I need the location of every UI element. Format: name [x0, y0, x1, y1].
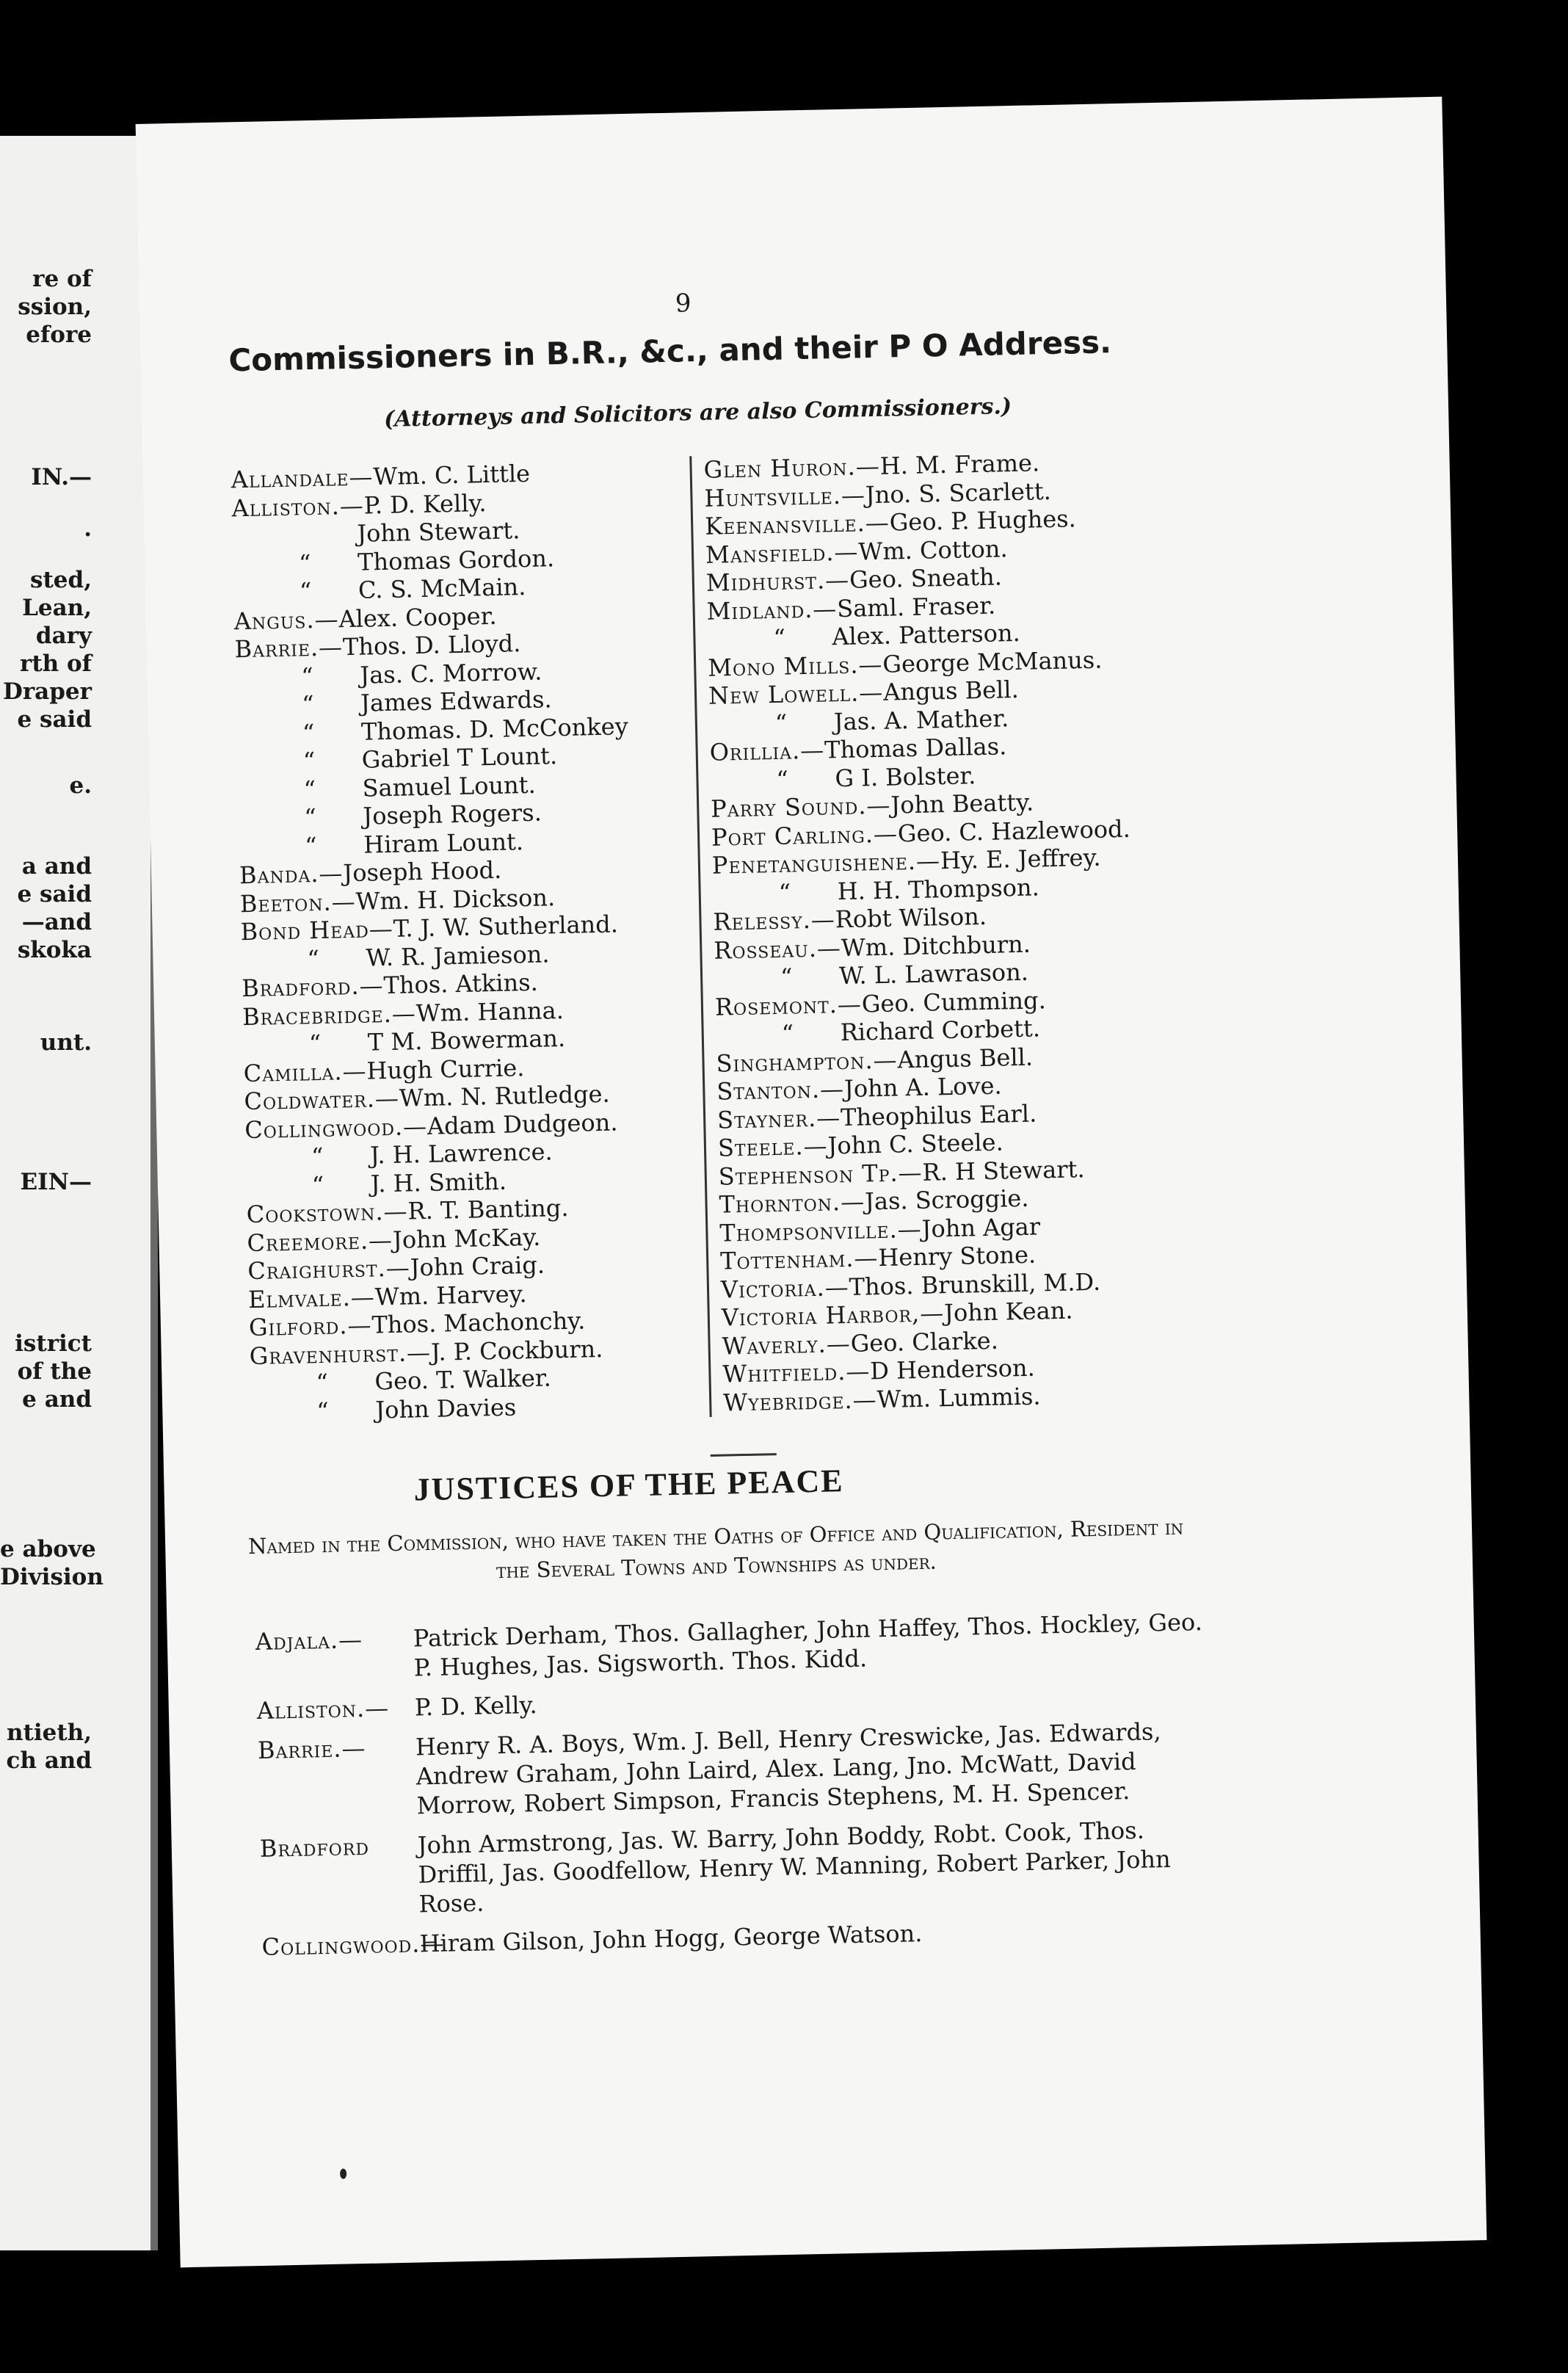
- commissioner-name: Geo. Cumming.: [861, 985, 1047, 1018]
- commissioner-name: Hy. E. Jeffrey.: [940, 843, 1101, 875]
- commissioner-name: Wm. N. Rutledge.: [399, 1079, 610, 1112]
- place-name: Port Carling.—: [711, 819, 899, 852]
- commissioner-name: Saml. Fraser.: [836, 591, 996, 623]
- ditto-mark: “: [774, 709, 788, 737]
- place-name: Allandale—: [231, 463, 374, 494]
- left-page-text-fragment: rth of: [20, 651, 92, 677]
- commissioner-name: P. D. Kelly.: [363, 488, 487, 520]
- ditto-mark: [299, 542, 357, 543]
- left-page-text-fragment: ssion,: [18, 294, 92, 320]
- ditto-mark: “: [298, 548, 311, 577]
- place-name: Waverly.—: [722, 1329, 852, 1361]
- place-name: Alliston.—: [231, 491, 365, 522]
- place-name: Relessy.—: [713, 905, 836, 936]
- place-name: Penetanguishene.—: [711, 847, 941, 880]
- left-page-text-fragment: of the: [17, 1358, 92, 1385]
- ditto-mark: “: [299, 577, 312, 606]
- left-page-text-fragment: skoka: [17, 937, 92, 963]
- commissioner-name: H. H. Thompson.: [837, 872, 1040, 905]
- place-name: Midhurst.—: [705, 565, 850, 597]
- place-name: Bracebridge.—: [242, 999, 417, 1031]
- place-name: Keenansville.—: [704, 508, 890, 540]
- ink-speck: [340, 2169, 346, 2179]
- commissioner-name: W. R. Jamieson.: [366, 939, 550, 972]
- place-name: Mansfield.—: [705, 537, 859, 569]
- justice-entry: [258, 1716, 1213, 1824]
- ditto-mark: “: [773, 623, 786, 652]
- ditto-mark: “: [780, 963, 793, 991]
- left-page-text-fragment: e said: [17, 706, 92, 733]
- left-page-text-fragment: Division: [0, 1564, 104, 1590]
- commissioner-name: Thos. Machonchy.: [371, 1306, 586, 1339]
- place-name: Stephenson Tp.—: [718, 1158, 923, 1191]
- commissioner-name: Adam Dudgeon.: [427, 1108, 618, 1140]
- place-name: Stayner.—: [716, 1103, 841, 1134]
- justice-place: Barrie.—: [257, 1733, 366, 1764]
- justice-entry: [259, 1814, 1215, 1922]
- left-page-text-fragment: EIN—: [20, 1169, 92, 1195]
- commissioner-name: Thomas Dallas.: [824, 732, 1007, 764]
- place-name: Bond Head—: [240, 914, 394, 946]
- commissioner-name: C. S. McMain.: [357, 572, 526, 604]
- commissioner-name: John McKay.: [392, 1222, 541, 1254]
- justices-title: JUSTICES OF THE PEACE: [413, 1463, 845, 1508]
- place-name: Barrie.—: [234, 633, 344, 664]
- justice-place: Adjala.—: [255, 1625, 363, 1656]
- commissioner-name: Alex. Cooper.: [338, 601, 497, 633]
- commissioner-name: Jas. C. Morrow.: [360, 657, 542, 689]
- commissioner-name: D Henderson.: [869, 1353, 1036, 1385]
- place-name: Parry Sound.—: [710, 791, 891, 823]
- place-name: Glen Huron.—: [703, 452, 881, 484]
- page-title: Commissioners in B.R., &c., and their P O Address.: [228, 324, 1112, 379]
- commissioner-name: R. T. Banting.: [407, 1193, 569, 1225]
- place-name: Thornton.—: [719, 1187, 865, 1219]
- commissioner-name: J. P. Cockburn.: [430, 1334, 603, 1366]
- place-name: Victoria Harbor,—: [721, 1299, 945, 1332]
- place-name: Bradford.—: [241, 971, 384, 1003]
- commissioner-name: Thos. Atkins.: [383, 968, 539, 1000]
- ditto-mark: “: [301, 690, 314, 719]
- commissioner-name: John Craig.: [410, 1250, 545, 1282]
- place-name: Orillia.—: [709, 736, 825, 767]
- ditto-mark: “: [304, 803, 317, 832]
- commissioner-name: J. H. Smith.: [370, 1167, 507, 1198]
- commissioner-name: Wm. Harvey.: [374, 1279, 527, 1311]
- place-name: Tottenham.—: [719, 1244, 879, 1275]
- document-page: [136, 97, 1487, 2268]
- left-page-text-fragment: Lean,: [22, 595, 92, 621]
- left-page-text-fragment: sted,: [30, 567, 92, 593]
- commissioner-name: H. M. Frame.: [879, 449, 1040, 480]
- commissioner-name: Richard Corbett.: [840, 1014, 1041, 1047]
- commissioner-name: Hugh Currie.: [366, 1053, 525, 1085]
- commissioner-name: Robt Wilson.: [835, 902, 987, 934]
- commissioner-name: Thomas. D. McConkey: [360, 711, 629, 746]
- commissioner-name: George McManus.: [882, 645, 1103, 678]
- commissioner-name: Geo. Clarke.: [850, 1326, 999, 1358]
- place-name: Craighurst.—: [247, 1253, 411, 1286]
- left-page-text-fragment: —and: [21, 909, 92, 935]
- left-page-text-fragment: Draper: [2, 678, 92, 705]
- place-name: Elmvale.—: [247, 1282, 376, 1314]
- justice-place: Alliston.—: [256, 1694, 390, 1725]
- ditto-mark: “: [304, 831, 318, 860]
- commissioner-name: Wm. Lummis.: [876, 1382, 1041, 1413]
- place-name: Camilla.—: [243, 1057, 367, 1087]
- commissioner-name: Geo. Sneath.: [849, 562, 1003, 594]
- commissioner-name: John Davies: [374, 1392, 517, 1424]
- commissioner-name: Wm. Cotton.: [858, 534, 1008, 565]
- commissioner-name: Wm. Hanna.: [415, 996, 565, 1027]
- commissioner-name: James Edwards.: [360, 685, 553, 717]
- left-page-text-fragment: IN.—: [31, 464, 92, 490]
- page-number: 9: [675, 289, 692, 319]
- commissioner-name: Joseph Rogers.: [363, 798, 542, 830]
- ditto-mark: “: [316, 1368, 329, 1397]
- ditto-mark: “: [311, 1142, 324, 1171]
- place-name: New Lowell.—: [708, 678, 884, 710]
- commissioner-name: John Kean.: [943, 1296, 1073, 1327]
- ditto-mark: “: [776, 765, 789, 794]
- place-name: Midland.—: [706, 594, 838, 626]
- commissioner-name: Jas. A. Mather.: [833, 703, 1009, 736]
- ditto-mark: “: [316, 1396, 330, 1425]
- commissioner-name: John C. Steele.: [827, 1128, 1004, 1160]
- ditto-mark: “: [781, 1019, 794, 1048]
- justice-names: Hiram Gilson, John Hogg, George Watson.: [419, 1919, 923, 1958]
- commissioner-name: John Stewart.: [356, 516, 520, 548]
- ditto-mark: “: [303, 775, 316, 803]
- commissioner-name: J. H. Lawrence.: [369, 1137, 553, 1170]
- commissioner-name: Angus Bell.: [897, 1043, 1034, 1073]
- left-page-text-fragment: dary: [35, 623, 92, 649]
- commissioner-name: Theophilus Earl.: [840, 1099, 1037, 1131]
- ditto-mark: “: [301, 662, 314, 690]
- left-page-edge: [0, 136, 158, 2250]
- commissioner-name: Joseph Hood.: [343, 855, 502, 888]
- left-page-text-fragment: e said: [17, 881, 92, 907]
- place-name: Gravenhurst.—: [249, 1338, 432, 1370]
- justices-subtitle: Named in the Commission, who have taken the Oaths of Office and Qualification, Resident in the Several Towns and Townships as under.: [247, 1514, 1184, 1584]
- commissioner-name: Henry Stone.: [878, 1240, 1037, 1272]
- place-name: Steele.—: [717, 1131, 828, 1162]
- commissioner-name: Jno. S. Scarlett.: [865, 477, 1052, 509]
- commissioner-name: Wm. H. Dickson.: [355, 883, 556, 916]
- ditto-mark: “: [302, 718, 315, 747]
- place-name: Singhampton.—: [716, 1046, 898, 1078]
- page-subtitle: (Attorneys and Solicitors are also Commissioners.): [383, 394, 1012, 432]
- ditto-mark: “: [302, 747, 316, 775]
- place-name: Coldwater.—: [244, 1084, 400, 1116]
- place-name: Cookstown.—: [246, 1197, 408, 1229]
- place-name: Victoria.—: [720, 1272, 850, 1304]
- place-name: Gilford.—: [248, 1311, 372, 1342]
- left-page-text-fragment: re of: [32, 266, 92, 292]
- commissioner-name: John A. Love.: [843, 1071, 1003, 1104]
- place-name: Banda.—: [239, 859, 344, 890]
- commissioner-name: John Agar: [921, 1211, 1041, 1243]
- place-name: Huntsville.—: [704, 480, 866, 512]
- left-page-text-fragment: istrict: [15, 1330, 92, 1357]
- left-page-text-fragment: .: [84, 515, 92, 542]
- commissioner-name: Wm. Ditchburn.: [841, 930, 1031, 962]
- left-page-text-fragment: e and: [22, 1386, 92, 1413]
- place-name: Collingwood.—: [244, 1112, 428, 1144]
- commissioner-name: Angus Bell.: [882, 675, 1020, 706]
- left-page-text-fragment: ntieth,: [6, 1720, 92, 1746]
- commissioner-name: Jas. Scroggie.: [864, 1184, 1029, 1216]
- place-name: Creemore.—: [247, 1225, 393, 1257]
- left-page-text-fragment: e.: [69, 772, 92, 799]
- commissioner-name: Geo. T. Walker.: [374, 1363, 552, 1396]
- commissioner-name: Thos. Brunskill, M.D.: [849, 1267, 1101, 1301]
- place-name: Angus.—: [233, 604, 339, 635]
- commissioner-name: T M. Bowerman.: [367, 1024, 566, 1057]
- commissioner-name: Wm. C. Little: [373, 459, 531, 491]
- commissioner-name: Gabriel T Lount.: [361, 742, 558, 774]
- place-name: Stanton.—: [716, 1075, 845, 1106]
- commissioners-left-column: [231, 456, 705, 1427]
- commissioner-name: W. L. Lawrason.: [838, 957, 1029, 990]
- justice-entry: [255, 1607, 1211, 1686]
- ditto-mark: “: [311, 1170, 324, 1199]
- commissioner-name: Thos. D. Lloyd.: [342, 629, 521, 662]
- place-name: Rosseau.—: [713, 933, 842, 965]
- place-name: Wyebridge.—: [722, 1385, 877, 1417]
- ditto-mark: “: [307, 944, 320, 973]
- commissioner-name: Hiram Lount.: [363, 827, 524, 859]
- place-name: Mono Mills.—: [707, 650, 883, 682]
- left-page-text-fragment: a and: [21, 853, 92, 880]
- ditto-mark: “: [308, 1029, 322, 1058]
- left-page-text-fragment: ch and: [6, 1747, 92, 1774]
- commissioner-name: G I. Bolster.: [835, 761, 976, 792]
- left-page-text-fragment: unt.: [40, 1029, 92, 1056]
- place-name: Thompsonville.—: [719, 1214, 923, 1247]
- commissioners-right-column: [689, 445, 1252, 1417]
- justice-names: Patrick Derham, Thos. Gallagher, John Haffey, Thos. Hockley, Geo. P. Hughes, Jas. Sigsworth. Thos. Kidd.: [413, 1607, 1203, 1682]
- justice-place: Bradford: [259, 1832, 370, 1863]
- commissioner-name: Geo. P. Hughes.: [889, 504, 1077, 537]
- justice-entry: [261, 1913, 1216, 1962]
- commissioner-name: Alex. Patterson.: [832, 618, 1021, 651]
- justice-names: P. D. Kelly.: [414, 1690, 537, 1722]
- place-name: Rosemont.—: [714, 990, 863, 1021]
- justice-names: John Armstrong, Jas. W. Barry, John Boddy, Robt. Cook, Thos. Driffil, Jas. Goodfellow, Henry W. Manning, Robert Parker, John Rose.: [417, 1816, 1171, 1919]
- ditto-mark: “: [778, 878, 791, 907]
- commissioner-name: T. J. W. Sutherland.: [393, 910, 619, 943]
- commissioner-name: R. H Stewart.: [922, 1154, 1085, 1186]
- commissioner-name: John Beatty.: [890, 788, 1034, 819]
- justice-names: Henry R. A. Boys, Wm. J. Bell, Henry Creswicke, Jas. Edwards, Andrew Graham, John Laird, Alex. Lang, Jno. McWatt, David Morrow, Robert Simpson, Francis Stephens, M. H. Spencer.: [415, 1717, 1161, 1820]
- commissioner-name: Thomas Gordon.: [357, 543, 555, 576]
- section-divider: [711, 1453, 777, 1457]
- commissioner-name: Samuel Lount.: [362, 770, 537, 803]
- justices-list: [255, 1607, 1217, 1972]
- place-name: Beeton.—: [239, 887, 357, 918]
- left-page-text-fragment: efore: [26, 322, 92, 348]
- commissioner-name: Geo. C. Hazlewood.: [897, 814, 1131, 847]
- place-name: Whitfield.—: [722, 1357, 871, 1388]
- justice-place: Collingwood.—: [261, 1929, 445, 1961]
- left-page-text-fragment: e above: [0, 1536, 96, 1562]
